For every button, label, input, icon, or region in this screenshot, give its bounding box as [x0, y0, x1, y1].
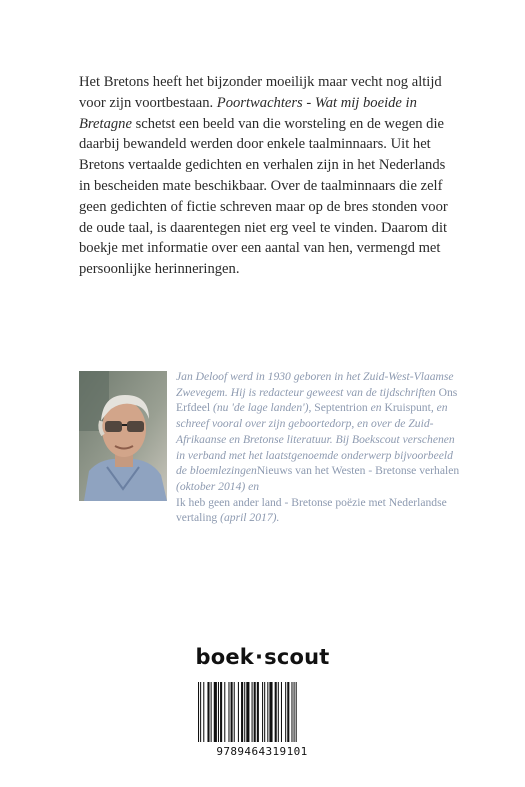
- book-title: Poortwachters - Wat mij boeide in Bretagne: [79, 94, 417, 132]
- barcode-bar: [246, 682, 249, 742]
- barcode-bar: [281, 682, 282, 742]
- author-bio: [176, 369, 466, 526]
- barcode-bar: [231, 682, 233, 742]
- barcode-bar: [264, 682, 265, 742]
- author-photo-image: [79, 371, 167, 501]
- bio-book-1: Nieuws van het Westen - Bretonse verhalen: [256, 464, 460, 478]
- back-cover-blurb: [79, 72, 451, 280]
- barcode-bar: [207, 682, 209, 742]
- barcode-bar: [296, 682, 297, 742]
- bio-text: , en schreef vooral over zijn geboortedorp, en over de Zuid-Afrikaanse en Bretonse literatuur. Bij Boekscout verschenen in verband met het laatstgenoemde onderwerp bijvoorbeeld de bloemlezingen: [176, 401, 455, 478]
- isbn-number: 9789464319101: [216, 745, 308, 758]
- barcode-bar: [200, 682, 201, 742]
- barcode-bar: [278, 682, 279, 742]
- barcode: [196, 682, 328, 742]
- barcode-bar: [241, 682, 243, 742]
- bio-book-2: Ik heb geen ander land - Bretonse poëzie met Nederlandse vertaling: [176, 495, 447, 525]
- bio-magazine-1: Ons Erfdeel: [176, 385, 458, 415]
- barcode-bar: [224, 682, 225, 742]
- bio-magazine-2: Septentrion: [314, 401, 368, 415]
- barcode-bar: [257, 682, 259, 742]
- bio-text: (oktober 2014) en: [176, 479, 260, 493]
- barcode-bar: [220, 682, 222, 742]
- logo-right: scout: [264, 645, 330, 669]
- barcode-bar: [254, 682, 256, 742]
- logo-dot: ·: [254, 645, 264, 669]
- barcode-bar: [262, 682, 263, 742]
- barcode-bar: [228, 682, 229, 742]
- barcode-bar: [269, 682, 272, 742]
- bio-text: en: [367, 401, 385, 415]
- barcode-bar: [291, 682, 292, 742]
- barcode-bar: [275, 682, 277, 742]
- barcode-bar: [238, 682, 239, 742]
- bio-text: (april 2017).: [217, 511, 280, 525]
- barcode-bar: [203, 682, 204, 742]
- barcode-bar: [198, 682, 199, 742]
- bio-text: (nu 'de lage landen'),: [210, 401, 315, 415]
- barcode-bar: [211, 682, 212, 742]
- barcode-bar: [244, 682, 245, 742]
- barcode-bar: [294, 682, 295, 742]
- bio-magazine-3: Kruispunt: [384, 401, 431, 415]
- barcode-bar: [252, 682, 253, 742]
- bio-text: Jan Deloof werd in 1930 geboren in het Zuid-West-Vlaamse Zwevegem. Hij is redacteur geweest van de tijdschriften: [176, 370, 454, 399]
- logo-left: boek: [195, 645, 254, 669]
- barcode-bar: [287, 682, 289, 742]
- barcode-bar: [214, 682, 217, 742]
- blurb-part-1: Het Bretons heeft het bijzonder moeilijk maar vecht nog altijd voor zijn voortbestaan.: [79, 74, 442, 111]
- blurb-part-2: schetst een beeld van die worsteling en de wegen die daarbij bewandeld werden door enkele taalminnaars. Uit het Bretons vertaalde gedichten en verhalen zijn in het Nederlands in bescheiden mate beschikbaar. Over de taalminnaars die zelf geen gedichten of fictie schreven maar op de bres stonden voor de oude taal, is daarentegen niet erg veel te vinden. Daarom dit boekje met informatie over een aantal van hen, vermengd met persoonlijke herinneringen.: [79, 115, 448, 278]
- publisher-logo: [0, 645, 525, 669]
- author-photo: [79, 371, 167, 501]
- barcode-bar: [285, 682, 286, 742]
- barcode-bar: [234, 682, 235, 742]
- barcode-bar: [218, 682, 219, 742]
- barcode-bar: [267, 682, 268, 742]
